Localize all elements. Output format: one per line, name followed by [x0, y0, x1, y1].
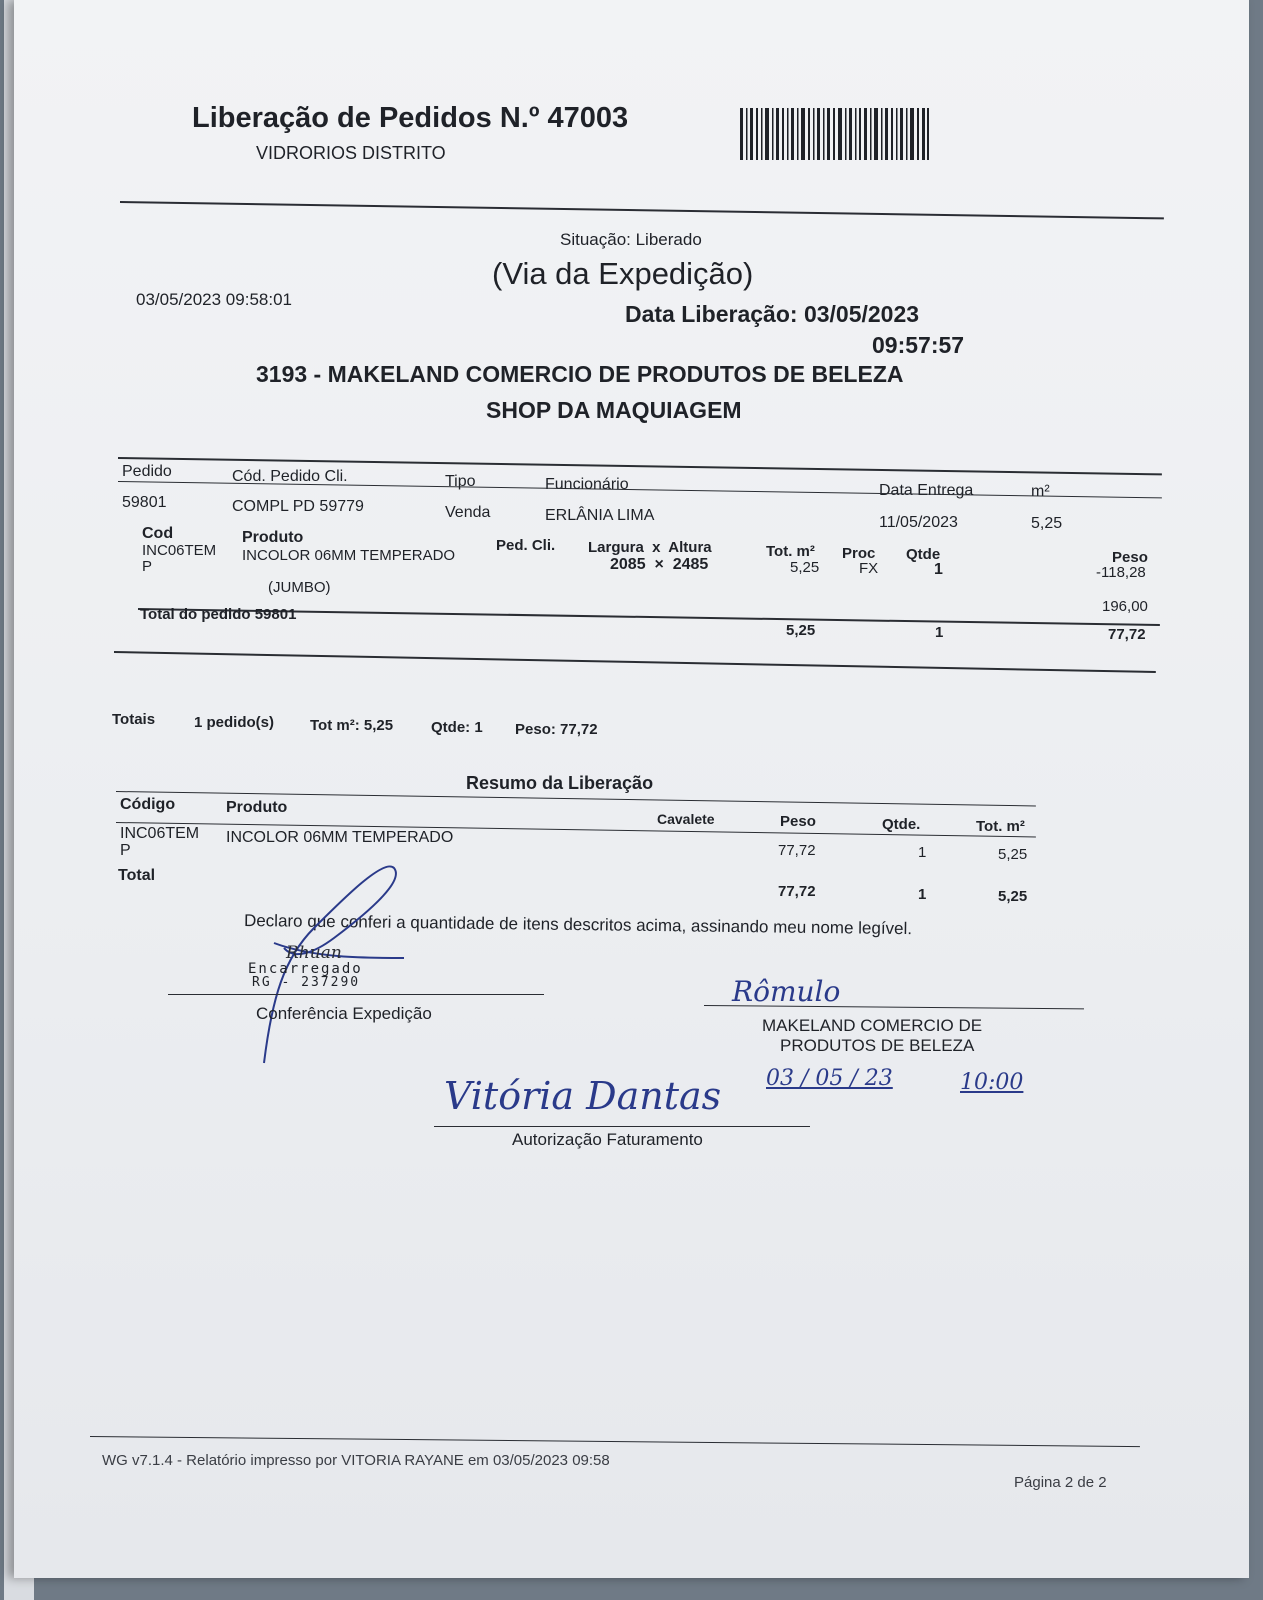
- col-header-m2: m²: [1031, 483, 1050, 500]
- col-header-tipo: Tipo: [445, 473, 476, 490]
- client-label-line2: PRODUTOS DE BELEZA: [780, 1036, 975, 1055]
- order-tipo: Venda: [445, 504, 491, 521]
- summary-header-cavalete: Cavalete: [657, 811, 715, 827]
- header-divider: [120, 201, 1164, 219]
- totals-peso: Peso: 77,72: [515, 721, 598, 738]
- summary-total-peso: 77,72: [778, 883, 816, 900]
- item-proc: FX: [859, 560, 879, 577]
- status-text: Situação: Liberado: [560, 230, 702, 249]
- company-name: VIDRORIOS DISTRITO: [256, 143, 446, 163]
- item-tot-m2: 5,25: [790, 559, 820, 576]
- item-cod-line2: P: [142, 558, 153, 575]
- customer-store: SHOP DA MAQUIAGEM: [486, 397, 742, 423]
- item-header-tot-m2: Tot. m²: [766, 543, 815, 560]
- item-header-largura-altura: Largura x Altura: [588, 539, 712, 556]
- footer-page-number: Página 2 de 2: [1014, 1474, 1107, 1491]
- document-page: [14, 0, 1249, 1578]
- stamp-name: Rhuan: [286, 943, 342, 963]
- summary-header-qtde: Qtde.: [882, 816, 921, 833]
- stamp-role: Encarregado: [248, 961, 363, 977]
- customer-name: 3193 - MAKELAND COMERCIO DE PRODUTOS DE BELEZA: [256, 361, 904, 387]
- item-dimensions: 2085 × 2485: [610, 556, 709, 573]
- summary-header-produto: Produto: [226, 799, 288, 816]
- summary-title: Resumo da Liberação: [466, 773, 654, 793]
- summary-qtde: 1: [918, 844, 927, 861]
- order-total-peso: 77,72: [1108, 626, 1146, 643]
- order-data-entrega: 11/05/2023: [879, 514, 958, 531]
- summary-header-tot-m2: Tot. m²: [976, 818, 1025, 835]
- col-header-cod-pedido-cli: Cód. Pedido Cli.: [232, 468, 348, 485]
- item-peso-line1: -118,28: [1096, 564, 1146, 581]
- col-header-data-entrega: Data Entrega: [879, 482, 974, 499]
- order-table-bottom-line: [114, 651, 1156, 673]
- summary-total-tot-m2: 5,25: [998, 888, 1028, 905]
- client-handwritten-time: 10:00: [960, 1070, 1024, 1095]
- summary-total-label: Total: [118, 867, 156, 884]
- stamp-rg: RG - 237290: [252, 975, 361, 990]
- footer-line: [90, 1436, 1140, 1447]
- summary-codigo-line2: P: [120, 842, 131, 859]
- declaration-text: Declaro que conferi a quantidade de itens descritos acima, assinando meu nome legível.: [243, 911, 913, 939]
- client-label-line1: MAKELAND COMERCIO DE: [762, 1016, 983, 1035]
- order-cod-pedido-cli: COMPL PD 59779: [232, 498, 364, 515]
- client-signature: Rômulo: [732, 975, 841, 1008]
- item-cod: [142, 543, 216, 575]
- summary-codigo: [120, 825, 199, 859]
- faturamento-label: Autorização Faturamento: [512, 1130, 703, 1149]
- summary-header-codigo: Código: [120, 796, 176, 813]
- item-produto: INCOLOR 06MM TEMPERADO: [242, 547, 456, 564]
- totals-qtde: Qtde: 1: [431, 719, 483, 736]
- item-produto-extra: (JUMBO): [268, 579, 331, 596]
- item-header-peso: Peso: [1112, 549, 1148, 566]
- release-date: Data Liberação: 03/05/2023: [625, 301, 920, 327]
- summary-peso: 77,72: [778, 842, 816, 859]
- item-header-cod: Cod: [142, 525, 174, 542]
- col-header-funcionario: Funcionário: [545, 476, 629, 493]
- order-header-line: [118, 481, 1162, 498]
- item-peso-line2: 196,00: [1102, 598, 1148, 615]
- order-m2: 5,25: [1031, 515, 1063, 532]
- faturamento-signature-line: [434, 1126, 810, 1127]
- summary-total-qtde: 1: [918, 886, 927, 903]
- barcode: [740, 108, 930, 165]
- order-total-label: Total do pedido 59801: [140, 606, 297, 623]
- item-header-ped-cli: Ped. Cli.: [496, 537, 556, 554]
- totals-pedidos: 1 pedido(s): [194, 714, 275, 731]
- conferencia-signature-line: [168, 994, 544, 995]
- col-header-pedido: Pedido: [122, 463, 172, 480]
- order-pedido: 59801: [122, 494, 167, 511]
- copy-type: (Via da Expedição): [492, 256, 754, 291]
- summary-header-peso: Peso: [780, 813, 816, 830]
- item-qtde: 1: [934, 561, 943, 578]
- item-header-qtde: Qtde: [906, 546, 941, 563]
- item-header-proc: Proc: [842, 545, 876, 562]
- totals-tot-m2: Tot m²: 5,25: [310, 717, 394, 734]
- item-header-produto: Produto: [242, 529, 304, 546]
- order-funcionario: ERLÂNIA LIMA: [545, 507, 655, 524]
- summary-codigo-line1: INC06TEM: [120, 825, 200, 842]
- faturamento-signature: Vitória Dantas: [444, 1074, 722, 1118]
- document-title: Liberação de Pedidos N.º 47003: [192, 102, 629, 134]
- order-total-m2: 5,25: [786, 622, 816, 639]
- client-handwritten-date: 03 / 05 / 23: [766, 1066, 893, 1091]
- summary-produto: INCOLOR 06MM TEMPERADO: [226, 829, 454, 846]
- item-cod-line1: INC06TEM: [142, 542, 217, 559]
- totals-label: Totais: [112, 711, 156, 728]
- conferencia-label: Conferência Expedição: [256, 1004, 432, 1023]
- summary-tot-m2: 5,25: [998, 846, 1028, 863]
- release-time: 09:57:57: [872, 332, 965, 358]
- order-total-qtde: 1: [935, 624, 944, 641]
- barcode-graphic: [740, 108, 930, 160]
- footer-printed-by: WG v7.1.4 - Relatório impresso por VITORIA RAYANE em 03/05/2023 09:58: [102, 1452, 610, 1469]
- printed-datetime: 03/05/2023 09:58:01: [136, 290, 292, 309]
